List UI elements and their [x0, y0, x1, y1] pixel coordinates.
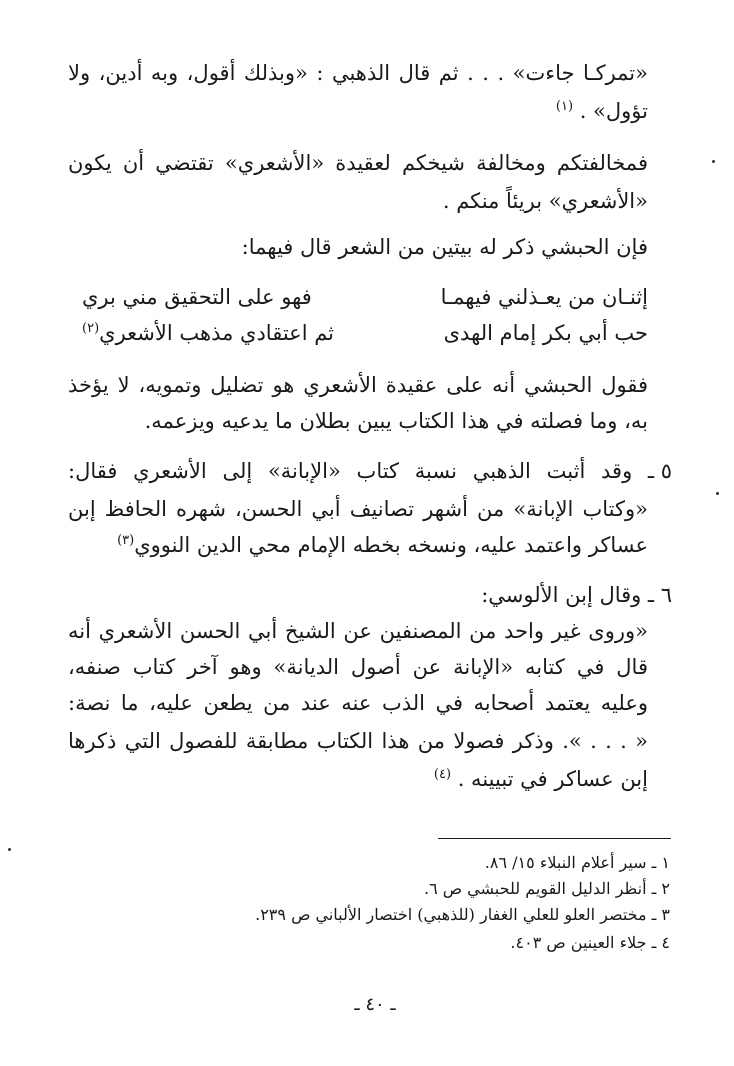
body-line: قال في كتابه «الإبانة عن أصول الديانة» وهو آخر كتاب صنفه،: [68, 655, 648, 679]
page-number: ـ ٤٠ ـ: [354, 994, 396, 1015]
scan-speck: [8, 848, 11, 851]
item-number: ٥ ـ: [647, 459, 672, 483]
poem-text: ثم اعتقادي مذهب الأشعري: [99, 321, 335, 345]
body-line: «الأشعري» بريئاً منكم .: [442, 189, 648, 213]
footnote: ٢ ـ أنظر الدليل القويم للحبشي ص ٦.: [423, 879, 670, 898]
poem-verse: [82, 282, 648, 312]
footnote-ref[interactable]: (٣): [117, 533, 135, 548]
body-line: [68, 764, 648, 794]
item-number: ٦ ـ: [647, 583, 672, 607]
footnote-ref[interactable]: (٢): [82, 321, 100, 336]
body-text: تؤول» .: [579, 99, 648, 123]
body-line: [68, 96, 648, 126]
numbered-item: [68, 580, 672, 610]
body-text: إبن عساكر في تبيينه .: [457, 767, 648, 791]
footnote: ٤ ـ جلاء العينين ص ٤٠٣.: [510, 933, 670, 952]
body-line: وعليه يعتمد أصحابه في الذب عنه عند من يطعن عليه، ما نصة:: [68, 691, 648, 715]
footnote: ٣ ـ مختصر العلو للعلي الغفار (للذهبي) اختصار الألباني ص ٢٣٩.: [255, 905, 670, 924]
poem-hemistich: [82, 318, 334, 348]
body-line: «وروى غير واحد من المصنفين عن الشيخ أبي الحسن الأشعري أنه: [68, 619, 648, 643]
body-text: عساكر واعتمد عليه، ونسخه بخطه الإمام محي الدين النووي: [134, 533, 648, 557]
body-line: [68, 530, 648, 560]
footnote-separator: [438, 838, 671, 839]
scan-speck: [716, 492, 719, 495]
body-line: فمخالفتكم ومخالفة شيخكم لعقيدة «الأشعري» تقتضي أن يكون: [68, 151, 648, 175]
body-line: فإن الحبشي ذكر له بيتين من الشعر قال فيهما:: [241, 235, 648, 259]
body-line: «وكتاب الإبانة» من أشهر تصانيف أبي الحسن، شهره الحافظ إبن: [68, 497, 648, 521]
numbered-item: [68, 456, 672, 486]
body-line: «تمركـا جاءت» . . . ثم قال الذهبي : «وبذلك أقول، وبه أدين، ولا: [68, 61, 648, 85]
item-text: وقد أثبت الذهبي نسبة كتاب «الإبانة» إلى الأشعري فقال:: [68, 459, 633, 483]
poem-verse: [82, 318, 648, 348]
body-line: « . . . ». وذكر فصولا من هذا الكتاب مطابقة للفصول التي ذكرها: [68, 729, 648, 753]
footnote-ref[interactable]: (١): [555, 99, 574, 114]
body-line: فقول الحبشي أنه على عقيدة الأشعري هو تضليل وتمويه، لا يؤخذ: [68, 373, 648, 397]
footnote-ref[interactable]: (٤): [433, 767, 452, 782]
item-text: وقال إبن الألوسي:: [481, 583, 642, 607]
scan-speck: [712, 160, 715, 163]
poem-hemistich: حب أبي بكر إمام الهدى: [443, 321, 648, 345]
body-line: به، وما فصلته في هذا الكتاب يبين بطلان ما يدعيه ويزعمه.: [144, 409, 648, 433]
poem-hemistich: فهو على التحقيق مني بري: [82, 285, 312, 309]
footnote: ١ ـ سير أعلام النبلاء ١٥/ ٨٦.: [484, 853, 670, 872]
poem-hemistich: إثنـان من يعـذلني فيهمـا: [440, 285, 648, 309]
